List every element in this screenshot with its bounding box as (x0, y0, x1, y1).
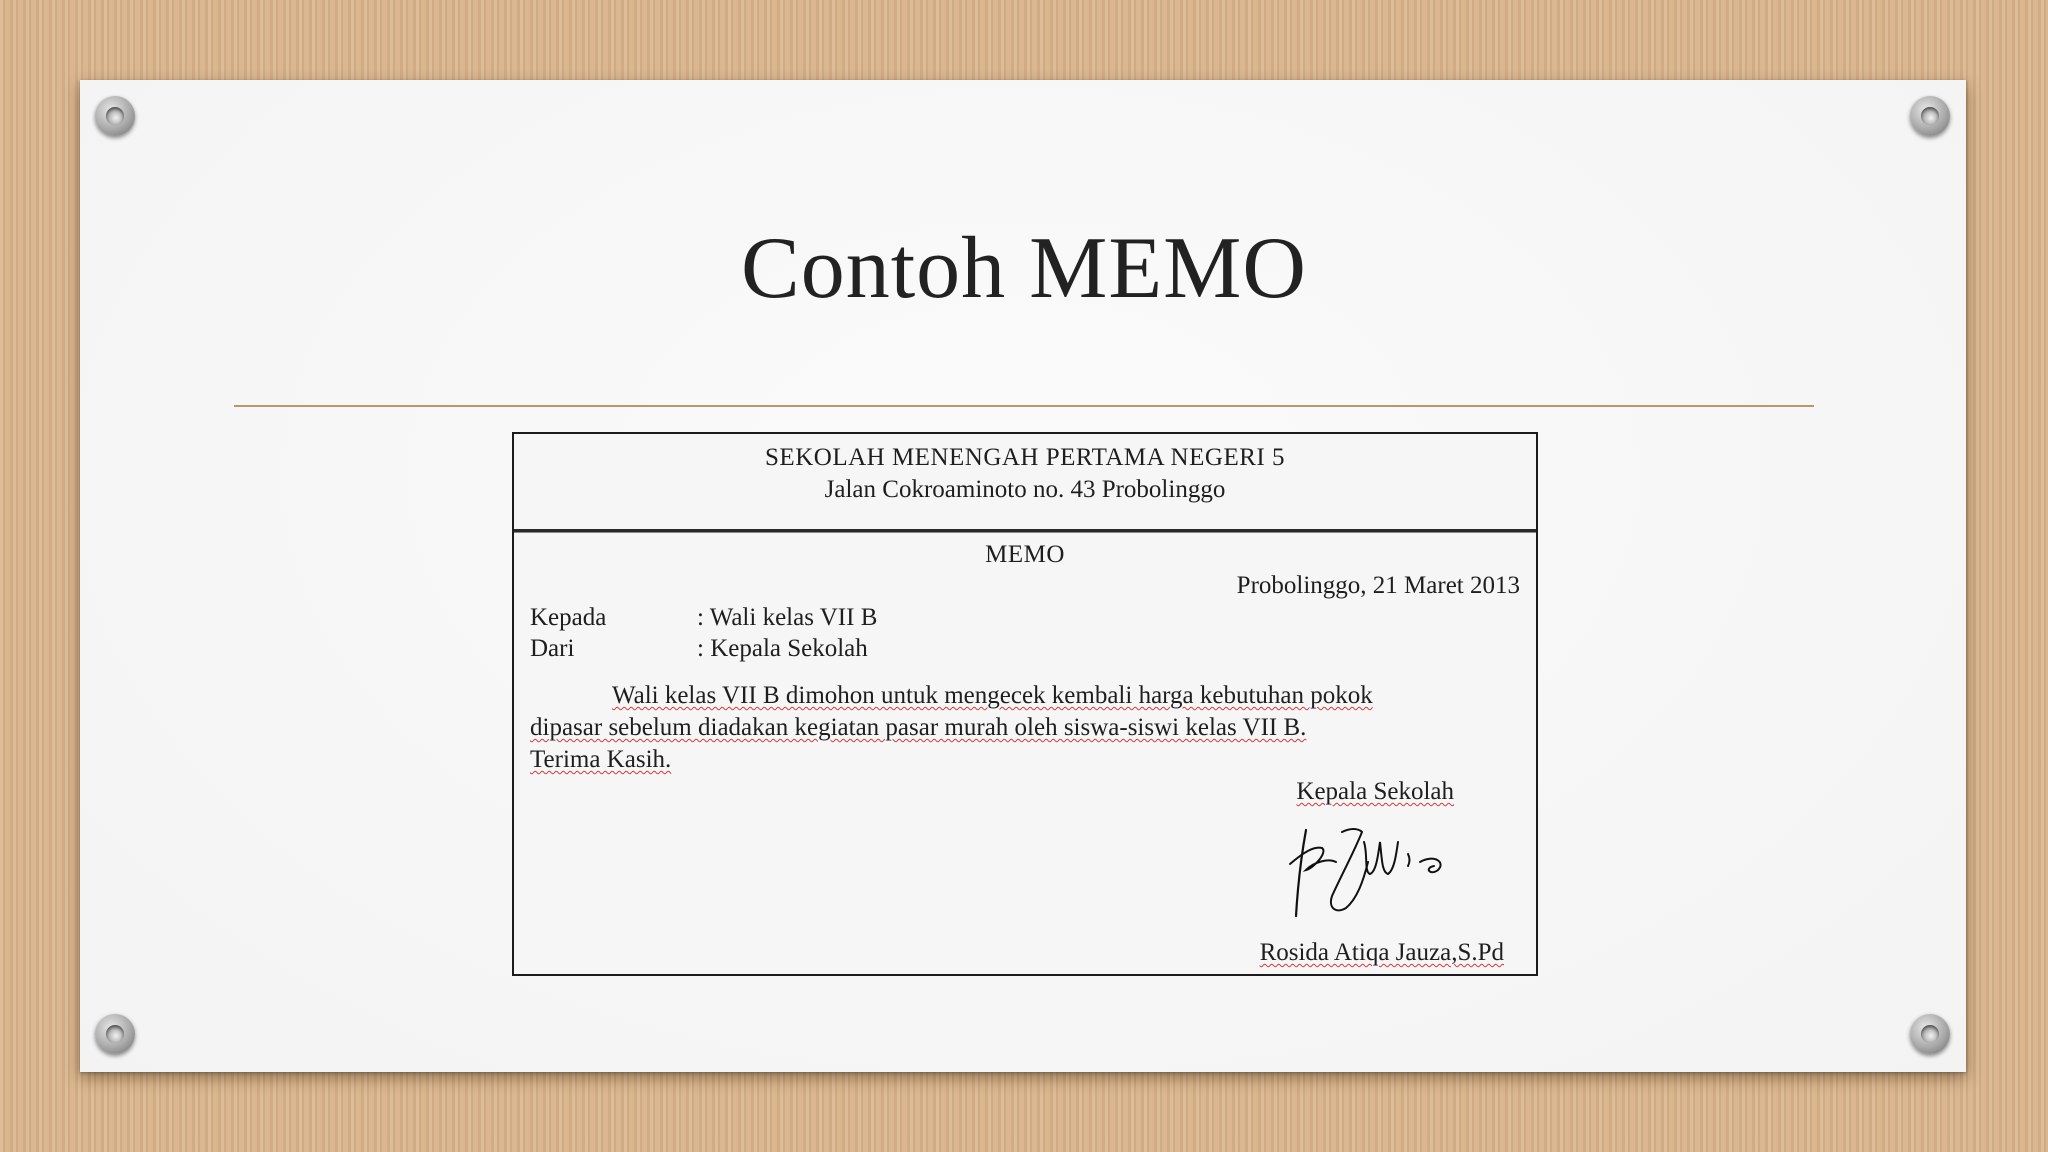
slide-title: Contoh MEMO (741, 220, 1307, 317)
memo-body-line-3 (530, 744, 1520, 776)
memo-address: Jalan Cokroaminoto no. 43 Probolinggo (824, 476, 1226, 503)
memo-school-name: SEKOLAH MENENGAH PERTAMA NEGERI 5 (765, 444, 1285, 471)
memo-body-line-1-text: Wali kelas VII B dimohon untuk mengecek kembali harga kebutuhan pokok (612, 682, 1373, 709)
memo-from-value: : Kepala Sekolah (697, 635, 868, 662)
signature-image (1284, 812, 1454, 922)
memo-label: MEMO (985, 541, 1065, 568)
rivet-top-right-icon (1910, 96, 1950, 136)
memo-from-label: Dari (530, 635, 575, 662)
memo-body-line-2 (530, 712, 1520, 744)
rivet-top-left-icon (95, 96, 135, 136)
memo-date: Probolinggo, 21 Maret 2013 (1236, 572, 1520, 599)
rivet-bottom-right-icon (1910, 1014, 1950, 1054)
title-divider (234, 405, 1814, 407)
memo-body-line-3-text: Terima Kasih. (530, 746, 672, 773)
rivet-bottom-left-icon (95, 1014, 135, 1054)
memo-body-line-1 (530, 680, 1520, 712)
memo-body (530, 680, 1520, 776)
memo-sign-title: Kepala Sekolah (1296, 778, 1454, 805)
memo-to-value: : Wali kelas VII B (697, 604, 878, 631)
memo-body-line-2-text: dipasar sebelum diadakan kegiatan pasar murah oleh siswa-siswi kelas VII B. (530, 714, 1307, 741)
memo-to-label: Kepada (530, 604, 607, 631)
memo-image (512, 432, 1538, 976)
memo-signer-name: Rosida Atiqa Jauza,S.Pd (1259, 939, 1504, 966)
memo-header-divider (514, 529, 1536, 533)
